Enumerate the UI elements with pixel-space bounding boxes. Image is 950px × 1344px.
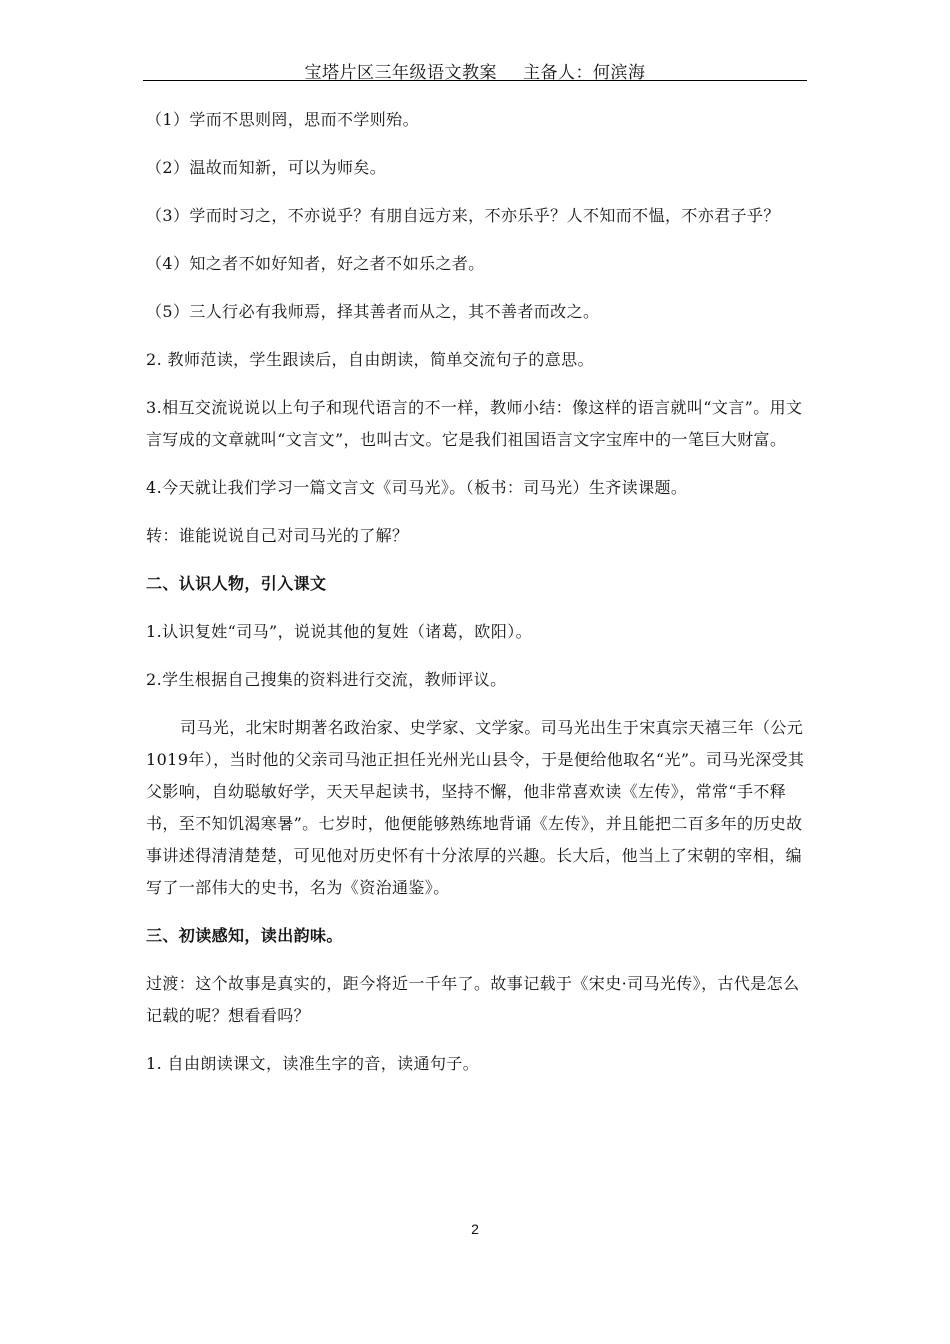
- quote-5: （5）三人行必有我师焉，择其善者而从之，其不善者而改之。: [146, 302, 600, 321]
- page-number: 2: [471, 1221, 479, 1237]
- quote-4: （4）知之者不如好知者，好之者不如乐之者。: [146, 254, 485, 273]
- section3-step-1: 1. 自由朗读课文，读准生字的音，读通句子。: [146, 1054, 480, 1073]
- section2-step-1: 1.认识复姓“司马”，说说其他的复姓（诸葛，欧阳）。: [146, 622, 533, 641]
- header-title: 宝塔片区三年级语文教案: [304, 63, 497, 83]
- sima-guang-bio: 司马光，北宋时期著名政治家、史学家、文学家。司马光出生于宋真宗天禧三年（公元1019年），当时他的父亲司马池正担任光州光山县令，于是便给他取名“光”。司马光深受其父影响，自幼聪敏好学，天天早起读书，坚持不懈，他非常喜欢读《左传》，常常“手不释书，至不知饥渴寒暑”。七岁时，他便能够熟练地背诵《左传》，并且能把二百多年的历史故事讲述得清清楚楚，可见他对历史怀有十分浓厚的兴趣。长大后，他当上了宋朝的宰相，编写了一部伟大的史书，名为《资治通鉴》。: [146, 718, 805, 897]
- quote-3: （3）学而时习之，不亦说乎？有朋自远方来，不亦乐乎？人不知而不愠，不亦君子乎？: [146, 206, 780, 225]
- header-preparer: 主备人：何滨海: [523, 63, 646, 83]
- quote-2: （2）温故而知新，可以为师矣。: [146, 158, 387, 177]
- step-2: 2. 教师范读，学生跟读后，自由朗读，简单交流句子的意思。: [146, 350, 594, 369]
- step-3: 3.相互交流说说以上句子和现代语言的不一样，教师小结：像这样的语言就叫“文言”。用文言写成的文章就叫“文言文”，也叫古文。它是我们祖国语言文字宝库中的一笔巨大财富。: [146, 398, 803, 449]
- quote-1: （1）学而不思则罔，思而不学则殆。: [146, 110, 419, 129]
- section-heading-3: 三、初读感知，读出韵味。: [146, 926, 343, 945]
- section2-step-2: 2.学生根据自己搜集的资料进行交流，教师评议。: [146, 670, 507, 689]
- document-body: [146, 104, 806, 1096]
- transition-1: 转：谁能说说自己对司马光的了解？: [146, 526, 409, 545]
- transition-2: 过渡：这个故事是真实的，距今将近一千年了。故事记载于《宋史·司马光传》，古代是怎么记载的呢？想看看吗？: [146, 974, 800, 1025]
- step-4: 4.今天就让我们学习一篇文言文《司马光》。（板书：司马光）生齐读课题。: [146, 478, 688, 497]
- section-heading-2: 二、认识人物，引入课文: [146, 574, 327, 593]
- header-rule: [143, 80, 807, 81]
